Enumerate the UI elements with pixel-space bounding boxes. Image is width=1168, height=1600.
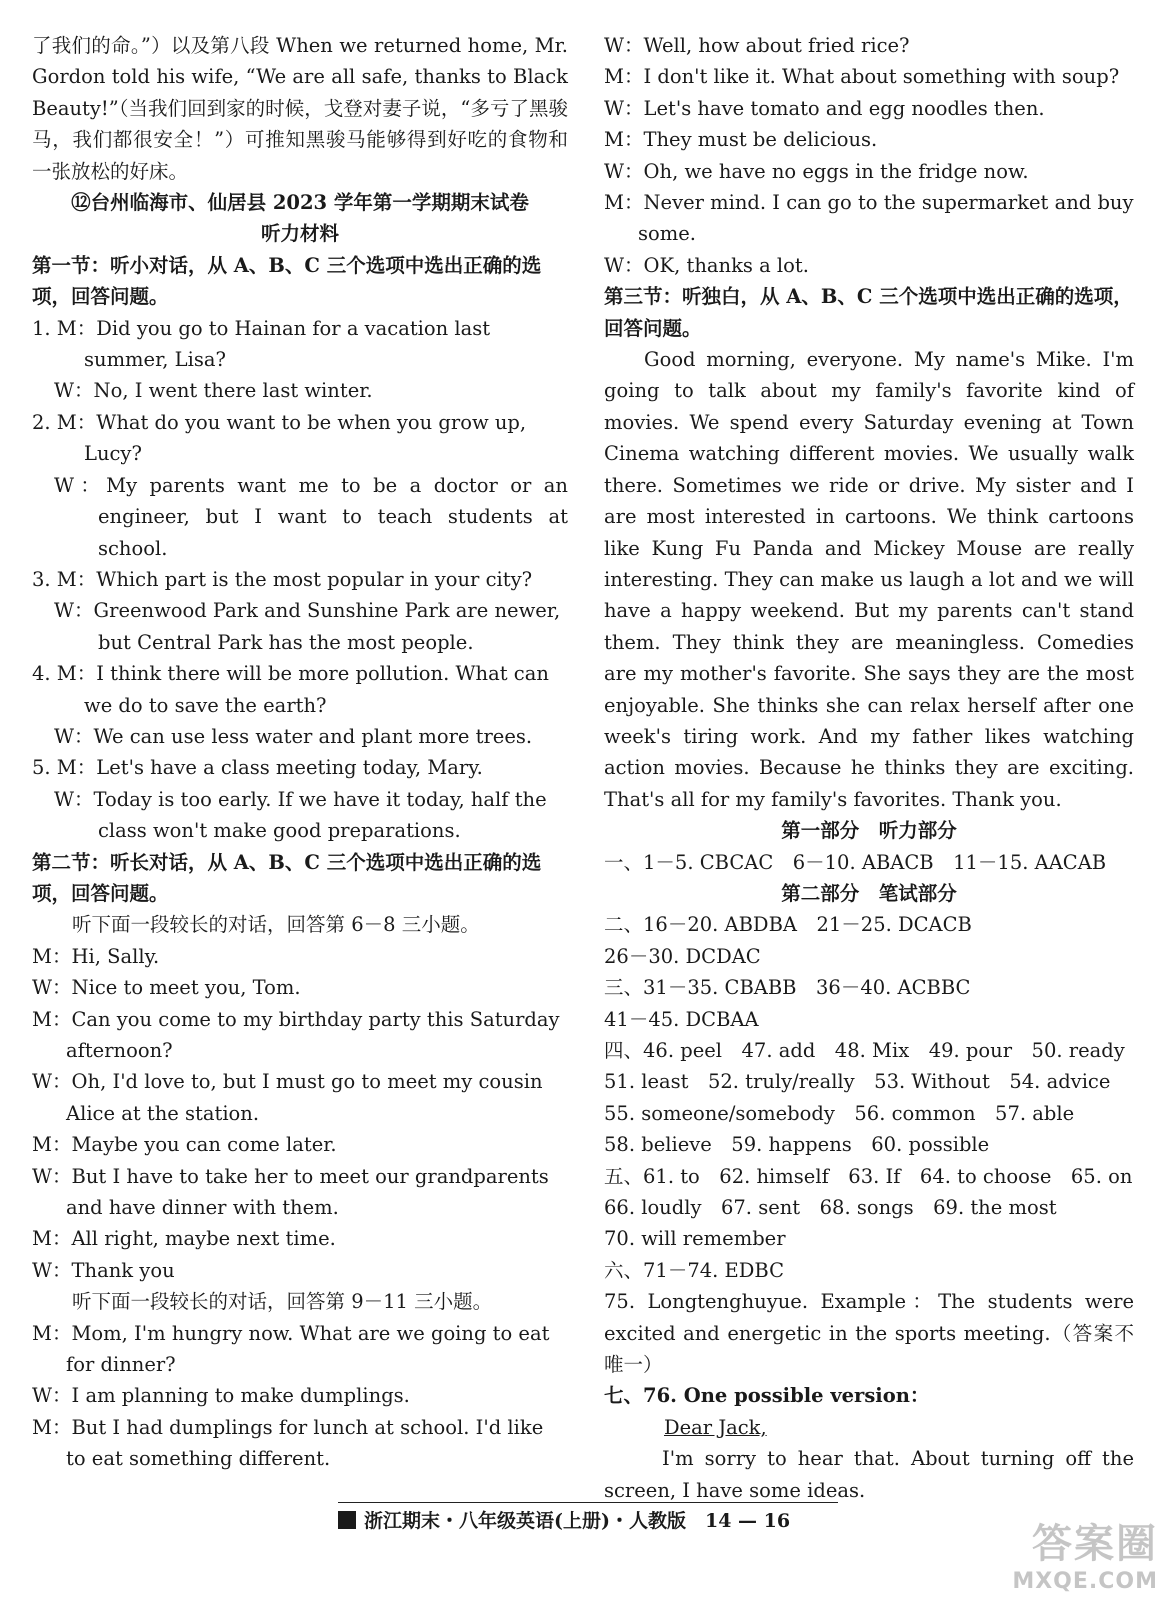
exam-title: ⑫台州临海市、仙居县 2023 学年第一学期期末试卷: [71, 191, 529, 215]
watermark: [988, 1504, 1158, 1594]
letter-body: I'm sorry to hear that. About turning off the screen, I have some ideas.: [604, 1447, 1134, 1502]
square-icon: [338, 1511, 356, 1529]
dialogue1-line: W：Oh, I'd love to, but I must go to meet my cousin Alice at the station.: [32, 1070, 543, 1125]
answer-line: 二、16－20. ABDBA 21－25. DCACB: [604, 913, 972, 937]
dialogue2-line: W：Let's have tomato and egg noodles then.: [604, 96, 1045, 120]
left-column: [32, 30, 568, 1475]
answer-line: 一、1－5. CBCAC 6－10. ABACB 11－15. AACAB: [604, 850, 1107, 874]
dialogue1-line: W：But I have to take her to meet our grandparents and have dinner with them.: [32, 1164, 549, 1220]
part1-title: 第一部分 听力部分: [781, 819, 957, 843]
intro-paragraph: 了我们的命。”）以及第八段 When we returned home, Mr. Gordon told his wife, “We are all safe, thanks to Black Beauty!”（当我们回到家的时候，戈登对妻子说，“多亏了黑骏马，我们都很安全！”）可推知黑骏马能够得到好吃的食物和一张放松的好床。: [32, 34, 568, 183]
section2-title: 第二节：听长对话，从 A、B、C 三个选项中选出正确的选项，回答问题。: [32, 850, 542, 905]
part2-title: 第二部分 笔试部分: [781, 881, 957, 905]
q2-woman: W：My parents want me to be a doctor or an engineer, but I want to teach students at school.: [54, 473, 568, 560]
footer-text: 浙江期末・八年级英语(上册)・人教版 14 — 16: [364, 1510, 791, 1532]
answer-line: 41－45. DCBAA: [604, 1007, 759, 1031]
dialogue1-intro: 听下面一段较长的对话，回答第 6－8 三小题。: [72, 913, 480, 937]
page-footer: [338, 1502, 838, 1533]
answer-line: 五、61. to 62. himself 63. If 64. to choose 65. on: [604, 1164, 1133, 1188]
dialogue1-line: W：Thank you: [32, 1258, 175, 1282]
dialogue2-line: W：I am planning to make dumplings.: [32, 1384, 410, 1408]
dialogue2-line: W：OK, thanks a lot.: [604, 253, 809, 277]
dialogue2-line: M：I don't like it. What about something with soup?: [604, 65, 1120, 89]
watermark-logo: 答案圈: [1032, 1521, 1158, 1567]
q4-man: 4. M：I think there will be more pollution. What can we do to save the earth?: [32, 662, 549, 717]
dialogue2-line: M：Mom, I'm hungry now. What are we going to eat for dinner?: [32, 1321, 550, 1377]
answer-line: 26－30. DCDAC: [604, 944, 761, 968]
dialogue1-line: M：Can you come to my birthday party this Saturday afternoon?: [32, 1007, 560, 1062]
answer-line: 70. will remember: [604, 1227, 786, 1251]
q4-woman: W：We can use less water and plant more trees.: [54, 724, 533, 748]
q3-man: 3. M：Which part is the most popular in your city?: [32, 567, 533, 591]
q5-man: 5. M：Let's have a class meeting today, Mary.: [32, 756, 483, 780]
dialogue2-line: M：Never mind. I can go to the supermarket and buy some.: [604, 191, 1134, 246]
q1-woman: W：No, I went there last winter.: [54, 379, 373, 403]
answer-line: 58. believe 59. happens 60. possible: [604, 1133, 990, 1157]
dialogue1-line: M：All right, maybe next time.: [32, 1227, 336, 1251]
answer-line: 三、31－35. CBABB 36－40. ACBBC: [604, 976, 971, 1000]
dialogue2-line: W：Well, how about fried rice?: [604, 34, 910, 57]
q2-man: 2. M：What do you want to be when you grow up, Lucy?: [32, 410, 527, 466]
answer-line: 六、71－74. EDBC: [604, 1258, 785, 1282]
dialogue2-line: W：Oh, we have no eggs in the fridge now.: [604, 159, 1029, 183]
dialogue2-line: M：They must be delicious.: [604, 128, 878, 152]
section7-title: 七、76. One possible version：: [604, 1384, 930, 1408]
q1-man: 1. M：Did you go to Hainan for a vacation last summer, Lisa?: [32, 316, 491, 372]
section3-title: 第三节：听独白，从 A、B、C 三个选项中选出正确的选项，回答问题。: [604, 285, 1133, 340]
q3-woman: W：Greenwood Park and Sunshine Park are newer, but Central Park has the most people.: [54, 599, 561, 654]
dialogue1-line: M：Maybe you can come later.: [32, 1133, 337, 1157]
right-column: [604, 30, 1134, 1506]
answer-line: 66. loudly 67. sent 68. songs 69. the most: [604, 1196, 1057, 1220]
dialogue2-intro: 听下面一段较长的对话，回答第 9－11 三小题。: [72, 1290, 493, 1314]
answer-line: 75. Longtenghuyue. Example：The students were excited and energetic in the sports meeting.（答案不唯一）: [604, 1290, 1134, 1377]
section1-title: 第一节：听小对话，从 A、B、C 三个选项中选出正确的选项，回答问题。: [32, 253, 542, 309]
answer-line: 四、46. peel 47. add 48. Mix 49. pour 50. ready: [604, 1039, 1125, 1062]
dialogue1-line: M：Hi, Sally.: [32, 944, 160, 968]
dialogue1-line: W：Nice to meet you, Tom.: [32, 976, 301, 1000]
q5-woman: W：Today is too early. If we have it today, half the class won't make good preparations.: [54, 787, 547, 843]
answer-line: 51. least 52. truly/really 53. Without 54. advice: [604, 1070, 1111, 1094]
exam-subtitle: 听力材料: [260, 222, 339, 246]
watermark-url: MXQE.COM: [1012, 1569, 1158, 1594]
letter-salutation: Dear Jack,: [664, 1415, 767, 1439]
monologue-text: Good morning, everyone. My name's Mike. I'm going to talk about my family's favorite kind of movies. We spend every Saturday evening at Town Cinema watching different movies. We usually walk there. Sometimes we ride or drive. My sister and I are most interested in cartoons. We think cartoons like Kung Fu Panda and Mickey Mouse are really interesting. They can make us laugh a lot and we will have a happy weekend. But my parents can't stand them. They think they are meaningless. Comedies are my mother's favorite. She says they are the most enjoyable. She thinks she can relax herself after one week's tiring work. And my father likes watching action movies. Because he thinks they are exciting. That's all for my family's favorites. Thank you.: [604, 348, 1134, 811]
answer-line: 55. someone/somebody 56. common 57. able: [604, 1101, 1075, 1125]
dialogue2-line: M：But I had dumplings for lunch at school. I'd like to eat something different.: [32, 1415, 544, 1471]
